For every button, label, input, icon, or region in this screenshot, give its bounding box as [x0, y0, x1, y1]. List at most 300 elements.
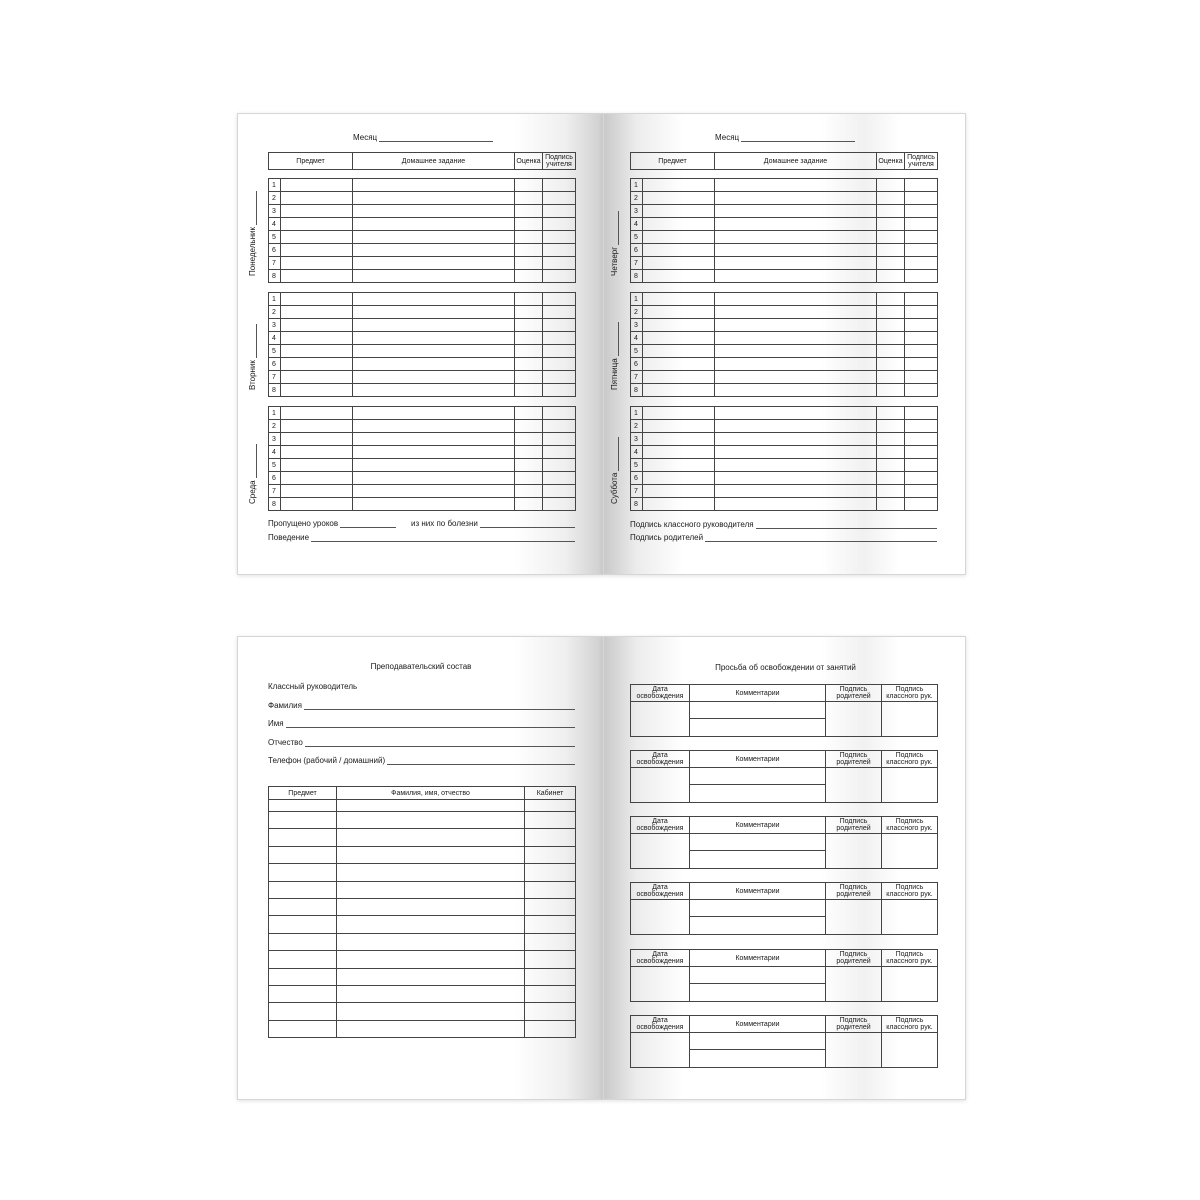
lesson-row	[631, 231, 938, 244]
header-homework: Домашнее задание	[353, 153, 515, 170]
lesson-row	[269, 293, 576, 306]
subject-cell[interactable]	[281, 407, 353, 420]
diary-page-left	[237, 113, 603, 575]
exemption-header-comments: Комментарии	[690, 883, 826, 900]
homework-cell[interactable]	[353, 358, 515, 371]
subject-cell[interactable]	[643, 306, 715, 319]
exemption-comment-cell[interactable]	[690, 785, 826, 803]
subject-cell[interactable]	[643, 407, 715, 420]
teacher-signature-cell[interactable]	[543, 420, 576, 433]
staff-subject-cell[interactable]	[269, 968, 337, 985]
grade-cell[interactable]	[877, 332, 905, 345]
staff-header-room: Кабинет	[525, 787, 576, 800]
grade-cell[interactable]	[515, 319, 543, 332]
grade-cell[interactable]	[515, 459, 543, 472]
subject-cell[interactable]	[281, 192, 353, 205]
lesson-number: 7	[269, 257, 281, 270]
teacher-signature-cell[interactable]	[905, 231, 938, 244]
subject-cell[interactable]	[281, 459, 353, 472]
staff-room-cell[interactable]	[525, 881, 576, 898]
exemption-comment-cell[interactable]	[690, 900, 826, 917]
staff-name-cell[interactable]	[337, 800, 525, 812]
homework-cell[interactable]	[715, 459, 877, 472]
homework-cell[interactable]	[715, 306, 877, 319]
teacher-signature-cell[interactable]	[543, 306, 576, 319]
staff-subject-cell[interactable]	[269, 898, 337, 915]
staff-name-cell[interactable]	[337, 1020, 525, 1037]
homework-cell[interactable]	[353, 371, 515, 384]
homework-cell[interactable]	[715, 358, 877, 371]
teacher-signature-cell[interactable]	[543, 192, 576, 205]
teacher-signature-cell[interactable]	[543, 371, 576, 384]
teacher-signature-cell[interactable]	[543, 270, 576, 283]
exemption-comment-cell[interactable]	[690, 917, 826, 935]
grade-cell[interactable]	[515, 345, 543, 358]
homework-cell[interactable]	[353, 257, 515, 270]
staff-name-cell[interactable]	[337, 812, 525, 829]
staff-room-cell[interactable]	[525, 800, 576, 812]
staff-subject-cell[interactable]	[269, 933, 337, 950]
patronymic-field: Отчество	[268, 738, 575, 747]
subject-cell[interactable]	[281, 420, 353, 433]
homework-cell[interactable]	[715, 319, 877, 332]
subject-cell[interactable]	[281, 433, 353, 446]
homework-cell[interactable]	[353, 231, 515, 244]
subject-cell[interactable]	[281, 446, 353, 459]
lesson-row	[631, 257, 938, 270]
homework-cell[interactable]	[353, 192, 515, 205]
subject-cell[interactable]	[643, 358, 715, 371]
staff-room-cell[interactable]	[525, 864, 576, 881]
teacher-signature-cell[interactable]	[543, 319, 576, 332]
homework-cell[interactable]	[715, 371, 877, 384]
subject-cell[interactable]	[643, 420, 715, 433]
subject-cell[interactable]	[643, 179, 715, 192]
staff-name-cell[interactable]	[337, 846, 525, 863]
subject-cell[interactable]	[643, 293, 715, 306]
grade-cell[interactable]	[515, 358, 543, 371]
homework-cell[interactable]	[715, 433, 877, 446]
teacher-signature-cell[interactable]	[905, 332, 938, 345]
teacher-signature-cell[interactable]	[543, 244, 576, 257]
subject-cell[interactable]	[281, 384, 353, 397]
teacher-signature-cell[interactable]	[905, 472, 938, 485]
teacher-signature-cell[interactable]	[543, 332, 576, 345]
exemption-date-cell[interactable]	[631, 768, 690, 803]
staff-subject-cell[interactable]	[269, 829, 337, 846]
grade-cell[interactable]	[515, 407, 543, 420]
grade-cell[interactable]	[515, 293, 543, 306]
exemption-teacher-signature-cell[interactable]	[882, 967, 938, 1002]
teacher-signature-cell[interactable]	[905, 446, 938, 459]
teacher-signature-cell[interactable]	[543, 231, 576, 244]
subject-cell[interactable]	[643, 244, 715, 257]
staff-row	[269, 933, 576, 950]
exemption-date-cell[interactable]	[631, 1033, 690, 1068]
grade-cell[interactable]	[877, 293, 905, 306]
subject-cell[interactable]	[281, 231, 353, 244]
homework-cell[interactable]	[353, 345, 515, 358]
staff-room-cell[interactable]	[525, 1020, 576, 1037]
grade-cell[interactable]	[515, 371, 543, 384]
subject-cell[interactable]	[281, 257, 353, 270]
subject-cell[interactable]	[281, 332, 353, 345]
grade-cell[interactable]	[877, 192, 905, 205]
staff-subject-cell[interactable]	[269, 812, 337, 829]
homework-cell[interactable]	[715, 179, 877, 192]
month-field	[715, 133, 855, 143]
homework-cell[interactable]	[715, 270, 877, 283]
grade-cell[interactable]	[515, 420, 543, 433]
lesson-number: 8	[631, 384, 643, 397]
homework-cell[interactable]	[353, 446, 515, 459]
subject-cell[interactable]	[643, 459, 715, 472]
grade-cell[interactable]	[515, 332, 543, 345]
exemption-teacher-signature-cell[interactable]	[882, 1033, 938, 1068]
grade-cell[interactable]	[877, 407, 905, 420]
homework-cell[interactable]	[715, 420, 877, 433]
grade-cell[interactable]	[515, 472, 543, 485]
staff-subject-cell[interactable]	[269, 800, 337, 812]
homework-cell[interactable]	[353, 205, 515, 218]
teacher-signature-cell[interactable]	[543, 358, 576, 371]
grade-cell[interactable]	[515, 244, 543, 257]
homework-cell[interactable]	[715, 498, 877, 511]
homework-cell[interactable]	[353, 433, 515, 446]
teacher-signature-cell[interactable]	[905, 244, 938, 257]
grade-cell[interactable]	[515, 192, 543, 205]
exemption-comment-cell[interactable]	[690, 719, 826, 737]
day-label	[248, 324, 257, 390]
staff-row	[269, 881, 576, 898]
homework-cell[interactable]	[715, 472, 877, 485]
homework-cell[interactable]	[715, 345, 877, 358]
homework-cell[interactable]	[353, 485, 515, 498]
teacher-signature-cell[interactable]	[905, 319, 938, 332]
subject-cell[interactable]	[643, 231, 715, 244]
teacher-signature-cell[interactable]	[905, 358, 938, 371]
homework-cell[interactable]	[715, 244, 877, 257]
homework-cell[interactable]	[353, 244, 515, 257]
grade-cell[interactable]	[877, 472, 905, 485]
homework-cell[interactable]	[353, 459, 515, 472]
subject-cell[interactable]	[643, 192, 715, 205]
teacher-signature-cell[interactable]	[905, 270, 938, 283]
staff-row	[269, 1003, 576, 1020]
lesson-row	[269, 244, 576, 257]
grade-cell[interactable]	[877, 446, 905, 459]
teacher-signature-cell[interactable]	[905, 345, 938, 358]
grade-cell[interactable]	[515, 433, 543, 446]
teacher-signature-cell[interactable]	[543, 205, 576, 218]
staff-subject-cell[interactable]	[269, 864, 337, 881]
teacher-signature-cell[interactable]	[905, 192, 938, 205]
subject-cell[interactable]	[281, 218, 353, 231]
homework-cell[interactable]	[715, 332, 877, 345]
exemption-comment-cell[interactable]	[690, 834, 826, 851]
name-field: Имя	[268, 719, 575, 728]
subject-cell[interactable]	[643, 319, 715, 332]
exemption-teacher-signature-cell[interactable]	[882, 702, 938, 737]
exemption-request-table	[630, 882, 938, 935]
teacher-signature-cell[interactable]	[543, 446, 576, 459]
teacher-signature-cell[interactable]	[543, 485, 576, 498]
lesson-row	[269, 218, 576, 231]
grade-cell[interactable]	[515, 231, 543, 244]
exemption-parents-signature-cell[interactable]	[826, 900, 882, 935]
staff-room-cell[interactable]	[525, 933, 576, 950]
grade-cell[interactable]	[515, 218, 543, 231]
subject-cell[interactable]	[643, 345, 715, 358]
teacher-signature-cell[interactable]	[905, 420, 938, 433]
teacher-signature-cell[interactable]	[543, 293, 576, 306]
homework-cell[interactable]	[353, 498, 515, 511]
exemption-parents-signature-cell[interactable]	[826, 834, 882, 869]
homework-cell[interactable]	[715, 293, 877, 306]
exemption-comment-cell[interactable]	[690, 984, 826, 1002]
teacher-signature-cell[interactable]	[905, 384, 938, 397]
teacher-signature-cell[interactable]	[905, 371, 938, 384]
grade-cell[interactable]	[515, 306, 543, 319]
homework-cell[interactable]	[353, 306, 515, 319]
subject-cell[interactable]	[281, 205, 353, 218]
grade-cell[interactable]	[877, 371, 905, 384]
subject-cell[interactable]	[643, 270, 715, 283]
staff-subject-cell[interactable]	[269, 846, 337, 863]
subject-cell[interactable]	[281, 306, 353, 319]
homework-cell[interactable]	[353, 420, 515, 433]
homework-cell[interactable]	[353, 179, 515, 192]
teacher-signature-cell[interactable]	[905, 433, 938, 446]
teacher-signature-cell[interactable]	[543, 498, 576, 511]
grade-cell[interactable]	[877, 485, 905, 498]
subject-cell[interactable]	[281, 345, 353, 358]
subject-cell[interactable]	[643, 371, 715, 384]
exemption-date-cell[interactable]	[631, 967, 690, 1002]
teacher-signature-cell[interactable]	[543, 433, 576, 446]
staff-name-cell[interactable]	[337, 933, 525, 950]
grade-cell[interactable]	[877, 231, 905, 244]
homework-cell[interactable]	[353, 472, 515, 485]
exemption-parents-signature-cell[interactable]	[826, 702, 882, 737]
teacher-signature-cell[interactable]	[543, 407, 576, 420]
homework-cell[interactable]	[715, 205, 877, 218]
grade-cell[interactable]	[877, 358, 905, 371]
subject-cell[interactable]	[643, 218, 715, 231]
exemption-comment-cell[interactable]	[690, 1050, 826, 1068]
grade-cell[interactable]	[515, 384, 543, 397]
staff-subject-cell[interactable]	[269, 951, 337, 968]
exemption-parents-signature-cell[interactable]	[826, 1033, 882, 1068]
subject-cell[interactable]	[281, 270, 353, 283]
subject-cell[interactable]	[281, 498, 353, 511]
homework-cell[interactable]	[353, 270, 515, 283]
homework-cell[interactable]	[715, 257, 877, 270]
exemption-date-cell[interactable]	[631, 834, 690, 869]
grade-cell[interactable]	[877, 345, 905, 358]
grade-cell[interactable]	[877, 459, 905, 472]
staff-name-cell[interactable]	[337, 985, 525, 1002]
exemption-header-comments: Комментарии	[690, 817, 826, 834]
exemption-date-cell[interactable]	[631, 702, 690, 737]
teacher-signature-cell[interactable]	[905, 179, 938, 192]
lesson-row	[269, 407, 576, 420]
exemption-parents-signature-cell[interactable]	[826, 768, 882, 803]
teacher-signature-cell[interactable]	[905, 218, 938, 231]
grade-cell[interactable]	[877, 306, 905, 319]
staff-subject-cell[interactable]	[269, 1003, 337, 1020]
homework-cell[interactable]	[715, 446, 877, 459]
teacher-signature-cell[interactable]	[543, 179, 576, 192]
teacher-signature-cell[interactable]	[543, 384, 576, 397]
exemption-request-table	[630, 1015, 938, 1068]
staff-subject-cell[interactable]	[269, 1020, 337, 1037]
exemption-comment-cell[interactable]	[690, 1033, 826, 1050]
teacher-signature-cell[interactable]	[543, 345, 576, 358]
grade-cell[interactable]	[877, 179, 905, 192]
homework-cell[interactable]	[715, 485, 877, 498]
homework-cell[interactable]	[353, 218, 515, 231]
exemption-teacher-signature-cell[interactable]	[882, 768, 938, 803]
staff-name-cell[interactable]	[337, 864, 525, 881]
staff-room-cell[interactable]	[525, 968, 576, 985]
day-name: Пятница	[610, 358, 619, 390]
subject-cell[interactable]	[643, 257, 715, 270]
lesson-number: 2	[269, 306, 281, 319]
subject-cell[interactable]	[643, 485, 715, 498]
staff-name-cell[interactable]	[337, 968, 525, 985]
subject-cell[interactable]	[643, 384, 715, 397]
grade-cell[interactable]	[877, 257, 905, 270]
grade-cell[interactable]	[877, 270, 905, 283]
grade-cell[interactable]	[877, 319, 905, 332]
subject-cell[interactable]	[281, 358, 353, 371]
grade-cell[interactable]	[877, 384, 905, 397]
exemption-date-cell[interactable]	[631, 900, 690, 935]
grade-cell[interactable]	[515, 270, 543, 283]
grade-cell[interactable]	[515, 205, 543, 218]
teacher-signature-cell[interactable]	[905, 407, 938, 420]
homework-cell[interactable]	[715, 384, 877, 397]
grade-cell[interactable]	[877, 498, 905, 511]
teacher-signature-cell[interactable]	[905, 293, 938, 306]
exemption-teacher-signature-cell[interactable]	[882, 900, 938, 935]
subject-cell[interactable]	[281, 319, 353, 332]
grade-cell[interactable]	[877, 218, 905, 231]
exemption-comment-cell[interactable]	[690, 768, 826, 785]
lesson-row	[631, 293, 938, 306]
month-label: Месяц	[353, 133, 378, 142]
staff-name-cell[interactable]	[337, 881, 525, 898]
staff-name-cell[interactable]	[337, 951, 525, 968]
teacher-signature-cell[interactable]	[543, 459, 576, 472]
staff-row	[269, 829, 576, 846]
homework-cell[interactable]	[353, 384, 515, 397]
exemption-header-parents: Подпись родителей	[826, 817, 882, 834]
teacher-signature-cell[interactable]	[905, 459, 938, 472]
lesson-number: 5	[631, 231, 643, 244]
subject-cell[interactable]	[281, 472, 353, 485]
homework-cell[interactable]	[715, 218, 877, 231]
header-subject: Предмет	[269, 153, 353, 170]
exemption-header-comments: Комментарии	[690, 1016, 826, 1033]
staff-name-cell[interactable]	[337, 829, 525, 846]
subject-cell[interactable]	[643, 472, 715, 485]
subject-cell[interactable]	[643, 205, 715, 218]
teacher-signature-cell[interactable]	[905, 306, 938, 319]
grade-cell[interactable]	[877, 205, 905, 218]
staff-subject-cell[interactable]	[269, 916, 337, 933]
staff-name-cell[interactable]	[337, 1003, 525, 1020]
grade-cell[interactable]	[515, 498, 543, 511]
homework-cell[interactable]	[715, 407, 877, 420]
grade-cell[interactable]	[877, 420, 905, 433]
homework-cell[interactable]	[715, 231, 877, 244]
staff-room-cell[interactable]	[525, 846, 576, 863]
staff-room-cell[interactable]	[525, 1003, 576, 1020]
lesson-row	[269, 231, 576, 244]
teacher-signature-cell[interactable]	[905, 498, 938, 511]
staff-room-cell[interactable]	[525, 951, 576, 968]
grade-cell[interactable]	[877, 244, 905, 257]
grade-cell[interactable]	[515, 485, 543, 498]
teacher-signature-cell[interactable]	[905, 485, 938, 498]
teacher-signature-cell[interactable]	[905, 205, 938, 218]
staff-room-cell[interactable]	[525, 916, 576, 933]
staff-name-cell[interactable]	[337, 916, 525, 933]
exemption-comment-cell[interactable]	[690, 702, 826, 719]
month-label-line	[715, 133, 855, 142]
grade-cell[interactable]	[515, 446, 543, 459]
subject-cell[interactable]	[281, 293, 353, 306]
staff-subject-cell[interactable]	[269, 985, 337, 1002]
exemption-teacher-signature-cell[interactable]	[882, 834, 938, 869]
homework-cell[interactable]	[353, 332, 515, 345]
day-name: Вторник	[248, 360, 257, 390]
subject-cell[interactable]	[643, 446, 715, 459]
exemption-comment-cell[interactable]	[690, 967, 826, 984]
subject-cell[interactable]	[281, 244, 353, 257]
grade-cell[interactable]	[877, 433, 905, 446]
grade-cell[interactable]	[515, 257, 543, 270]
subject-cell[interactable]	[643, 498, 715, 511]
teacher-signature-cell[interactable]	[543, 257, 576, 270]
staff-subject-cell[interactable]	[269, 881, 337, 898]
teacher-signature-cell[interactable]	[543, 472, 576, 485]
teacher-signature-cell[interactable]	[905, 257, 938, 270]
staff-row	[269, 846, 576, 863]
subject-cell[interactable]	[281, 485, 353, 498]
homework-cell[interactable]	[715, 192, 877, 205]
exemption-parents-signature-cell[interactable]	[826, 967, 882, 1002]
teacher-signature-cell[interactable]	[543, 218, 576, 231]
staff-room-cell[interactable]	[525, 812, 576, 829]
exemption-comment-cell[interactable]	[690, 851, 826, 869]
homework-cell[interactable]	[353, 407, 515, 420]
homework-cell[interactable]	[353, 293, 515, 306]
lesson-number: 1	[269, 407, 281, 420]
homework-cell[interactable]	[353, 319, 515, 332]
subject-cell[interactable]	[643, 332, 715, 345]
staff-room-cell[interactable]	[525, 985, 576, 1002]
grade-cell[interactable]	[515, 179, 543, 192]
staff-name-cell[interactable]	[337, 898, 525, 915]
staff-room-cell[interactable]	[525, 898, 576, 915]
staff-room-cell[interactable]	[525, 829, 576, 846]
subject-cell[interactable]	[643, 433, 715, 446]
subject-cell[interactable]	[281, 179, 353, 192]
subject-cell[interactable]	[281, 371, 353, 384]
